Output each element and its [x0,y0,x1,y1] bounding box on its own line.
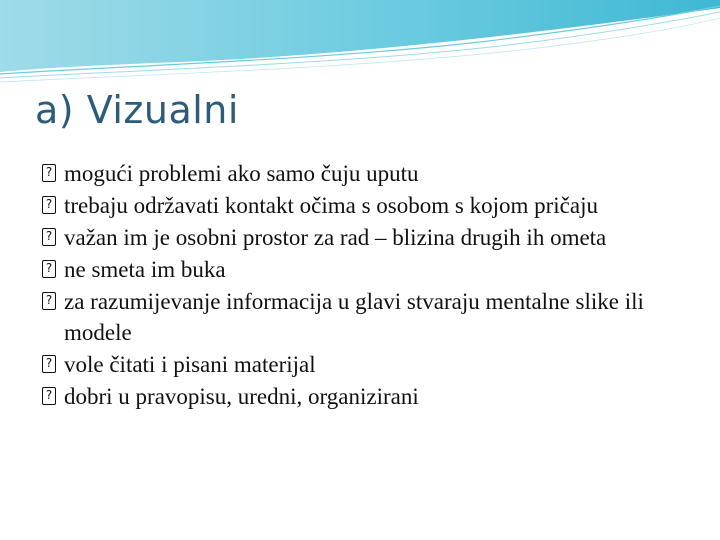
unknown-glyph-box-icon: ? [42,260,56,278]
unknown-glyph-box-icon: ? [42,228,56,246]
list-item [42,254,692,285]
unknown-glyph-box-icon: ? [42,355,56,373]
list-item [42,349,692,380]
list-item [42,286,692,348]
unknown-glyph-box-icon: ? [42,196,56,214]
slide-title: a) Vizualni [35,88,239,132]
bullet-text: dobri u pravopisu, uredni, organizirani [64,384,419,409]
bullet-text: mogući problemi ako samo čuju uputu [64,161,419,186]
list-item [42,190,692,221]
bullet-text: vole čitati i pisani materijal [64,352,316,377]
bullet-text: trebaju održavati kontakt očima s osobom s kojom pričaju [64,193,598,218]
bullet-text: za razumijevanje informacija u glavi stvaraju mentalne slike ili modele [64,289,644,345]
header-decoration [0,0,720,90]
bullet-text: ne smeta im buka [64,257,226,282]
list-item [42,158,692,189]
unknown-glyph-box-icon: ? [42,292,56,310]
unknown-glyph-box-icon: ? [42,164,56,182]
list-item [42,222,692,253]
list-item [42,381,692,412]
bullet-list [42,158,692,413]
bullet-text: važan im je osobni prostor za rad – blizina drugih ih ometa [64,225,607,250]
unknown-glyph-box-icon: ? [42,387,56,405]
